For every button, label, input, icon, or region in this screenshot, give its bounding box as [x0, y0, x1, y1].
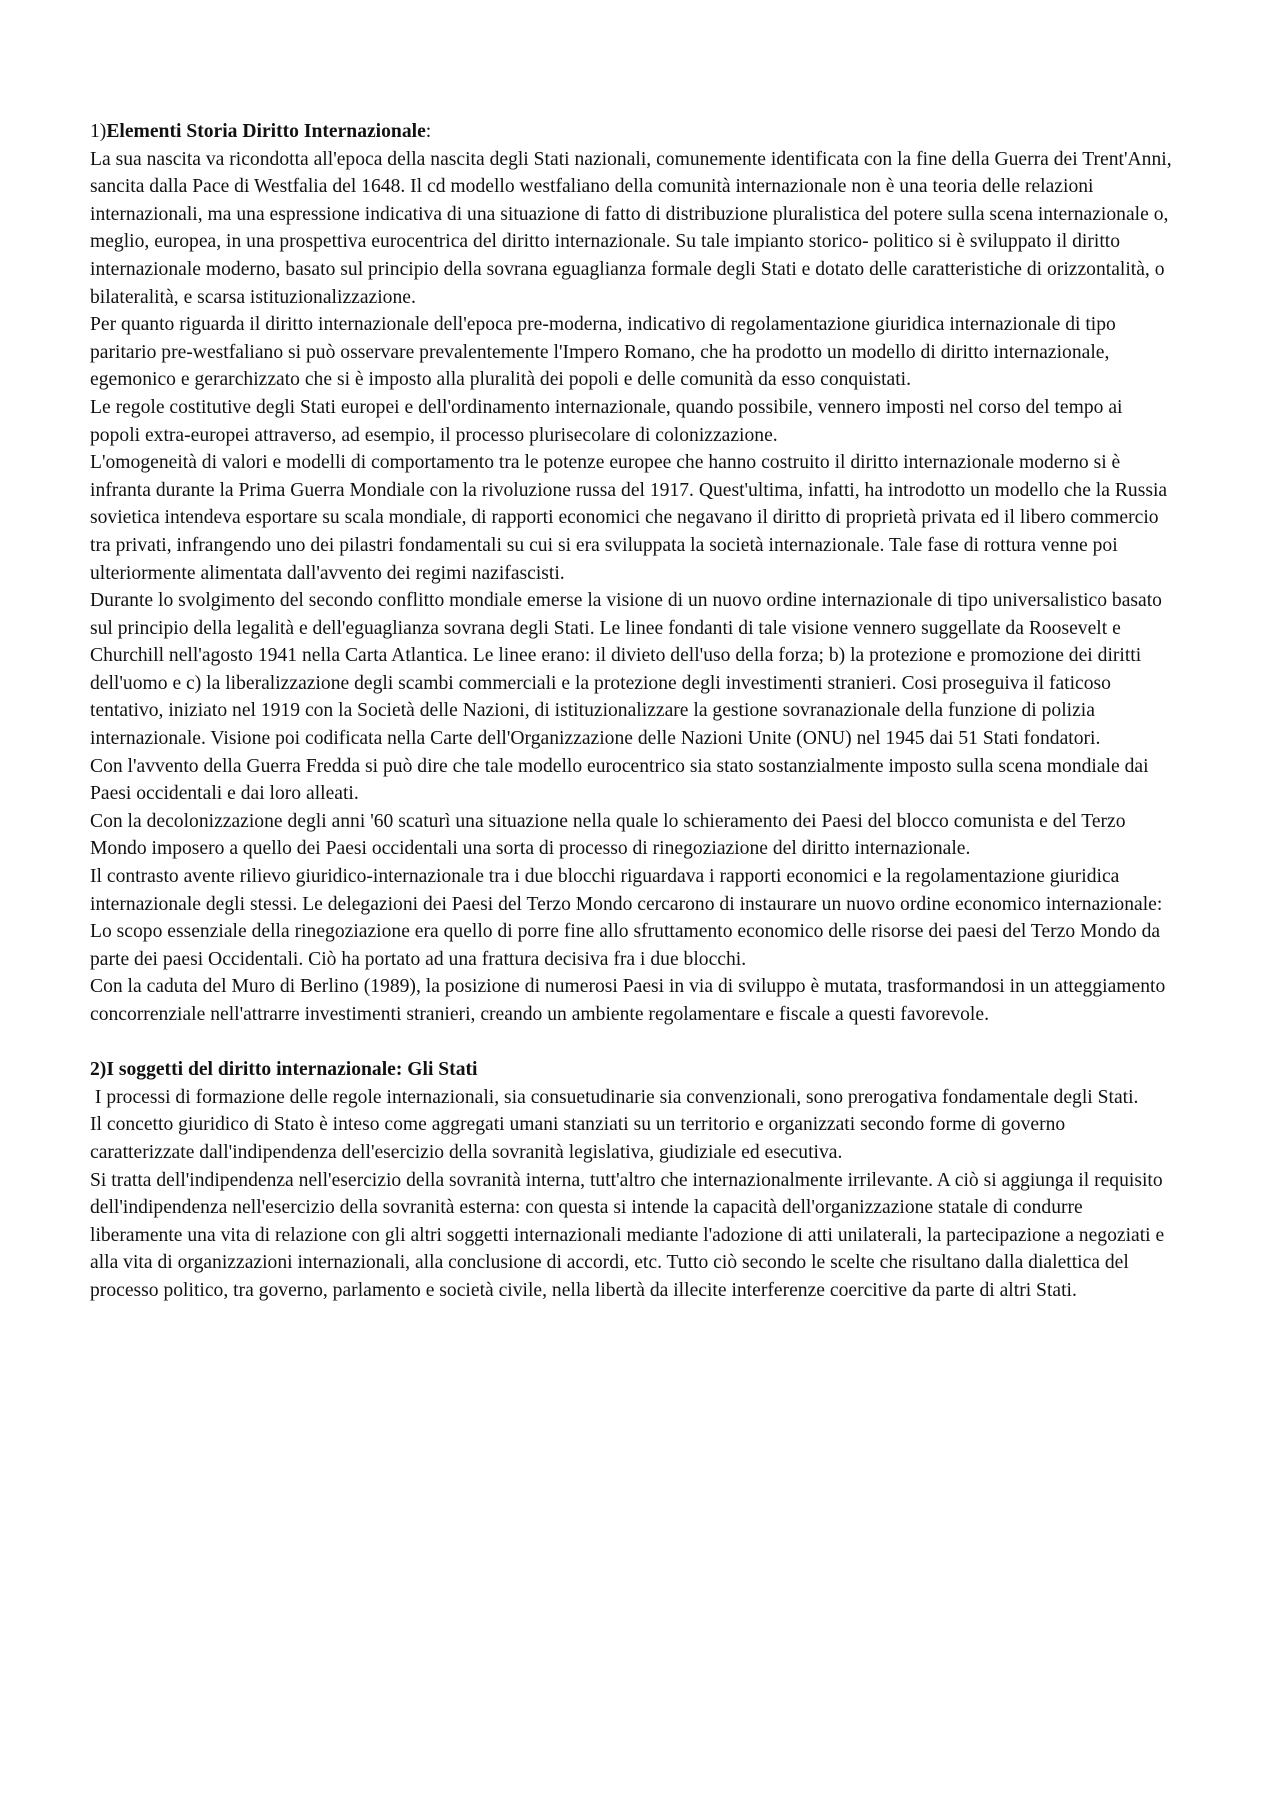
document-page — [90, 118, 1172, 1305]
section-1-number: 1) — [90, 121, 107, 142]
paragraph: L'omogeneità di valori e modelli di comportamento tra le potenze europee che hanno costruito il diritto internazionale moderno si è infranta durante la Prima Guerra Mondiale con la rivoluzione russa del 1917. Quest'ultima, infatti, ha introdotto un modello che la Russia sovietica intendeva esportare su scala mondiale, di rapporti economici che negavano il diritto di proprietà privata ed il libero commercio tra privati, infrangendo uno dei pilastri fondamentali su cui si era sviluppata la società internazionale. Tale fase di rottura venne poi ulteriormente alimentata dall'avvento dei regimi nazifascisti. — [90, 452, 1168, 584]
paragraph: I processi di formazione delle regole internazionali, sia consuetudinarie sia convenzionali, sono prerogativa fondamentale degli Stati. — [90, 1086, 1139, 1108]
paragraph: Si tratta dell'indipendenza nell'esercizio della sovranità interna, tutt'altro che internazionalmente irrilevante. A ciò si aggiunga il requisito dell'indipendenza nell'esercizio della sovranità esterna: con questa si intende la capacità dell'organizzazione statale di condurre liberamente una vita di relazione con gli altri soggetti internazionali mediante l'adozione di atti unilaterali, la partecipazione a negoziati e alla vita di organizzazioni internazionali, alla conclusione di accordi, etc. Tutto ciò secondo le scelte che risultano dalla dialettica del processo politico, tra governo, parlamento e società civile, nella libertà da illecite interferenze coercitive da parte di altri Stati. — [90, 1169, 1165, 1301]
paragraph: Con l'avvento della Guerra Fredda si può dire che tale modello eurocentrico sia stato sostanzialmente imposto sulla scena mondiale dai Paesi occidentali e dai loro alleati. — [90, 755, 1149, 805]
section-spacer — [90, 1029, 1172, 1057]
section-2-title: 2)I soggetti del diritto internazionale: Gli Stati — [90, 1059, 478, 1081]
section-1-heading — [90, 118, 1172, 146]
paragraph: Con la decolonizzazione degli anni '60 scaturì una situazione nella quale lo schieramento dei Paesi del blocco comunista e del Terzo Mondo imposero a quello dei Paesi occidentali una sorta di processo di rinegoziazione del diritto internazionale. — [90, 810, 1126, 860]
paragraph: Il concetto giuridico di Stato è inteso come aggregati umani stanziati su un territorio e organizzati secondo forme di governo caratterizzate dall'indipendenza dell'esercizio della sovranità legislativa, giudiziale ed esecutiva. — [90, 1114, 1066, 1163]
paragraph: Durante lo svolgimento del secondo conflitto mondiale emerse la visione di un nuovo ordine internazionale di tipo universalistico basato sul principio della legalità e dell'eguaglianza sovrana degli Stati. Le linee fondanti di tale visione vennero suggellate da Roosevelt e Churchill nell'agosto 1941 nella Carta Atlantica. Le linee erano: il divieto dell'uso della forza; b) la protezione e promozione dei diritti dell'uomo e c) la liberalizzazione degli scambi commerciali e la protezione degli investimenti stranieri. Cosi proseguiva il faticoso tentativo, iniziato nel 1919 con la Società delle Nazioni, di istituzionalizzare la gestione sovranazionale della funzione di polizia internazionale. Visione poi codificata nella Carte dell'Organizzazione delle Nazioni Unite (ONU) nel 1945 dai 51 Stati fondatori. — [90, 590, 1162, 750]
paragraph: Le regole costitutive degli Stati europei e dell'ordinamento internazionale, quando possibile, vennero imposti nel corso del tempo ai popoli extra-europei attraverso, ad esempio, il processo plurisecolare di colonizzazione. — [90, 396, 1123, 446]
section-1-title: Elementi Storia Diritto Internazionale — [106, 121, 426, 142]
section-2-heading — [90, 1056, 1172, 1084]
paragraph: Con la caduta del Muro di Berlino (1989), la posizione di numerosi Paesi in via di sviluppo è mutata, trasformandosi in un atteggiamento concorrenziale nell'attrarre investimenti stranieri, creando un ambiente regolamentare e fiscale a questi favorevole. — [90, 976, 1166, 1025]
section-1-colon: : — [425, 121, 432, 142]
paragraph: La sua nascita va ricondotta all'epoca della nascita degli Stati nazionali, comunemente identificata con la fine della Guerra dei Trent'Anni, sancita dalla Pace di Westfalia del 1648. Il cd modello westfaliano della comunità internazionale non è una teoria delle relazioni internazionali, ma una espressione indicativa di una situazione di fatto di distribuzione pluralistica del potere sulla scena internazionale o, meglio, europea, in una prospettiva eurocentrica del diritto internazionale. Su tale impianto storico- politico si è sviluppato il diritto internazionale moderno, basato sul principio della sovrana eguaglianza formale degli Stati e dotato delle caratteristiche di orizzontalità, o bilateralità, e scarsa istituzionalizzazione. — [90, 148, 1172, 308]
paragraph: Per quanto riguarda il diritto internazionale dell'epoca pre-moderna, indicativo di regolamentazione giuridica internazionale di tipo paritario pre-westfaliano si può osservare prevalentemente l'Impero Romano, che ha prodotto un modello di diritto internazionale, egemonico e gerarchizzato che si è imposto alla pluralità dei popoli e delle comunità da esso conquistati. — [90, 314, 1116, 391]
paragraph: Il contrasto avente rilievo giuridico-internazionale tra i due blocchi riguardava i rapporti economici e la regolamentazione giuridica internazionale degli stessi. Le delegazioni dei Paesi del Terzo Mondo cercarono di instaurare un nuovo ordine economico internazionale: Lo scopo essenziale della rinegoziazione era quello di porre fine allo sfruttamento economico delle risorse dei paesi del Terzo Mondo da parte dei paesi Occidentali. Ciò ha portato ad una frattura decisiva fra i due blocchi. — [90, 866, 1163, 970]
